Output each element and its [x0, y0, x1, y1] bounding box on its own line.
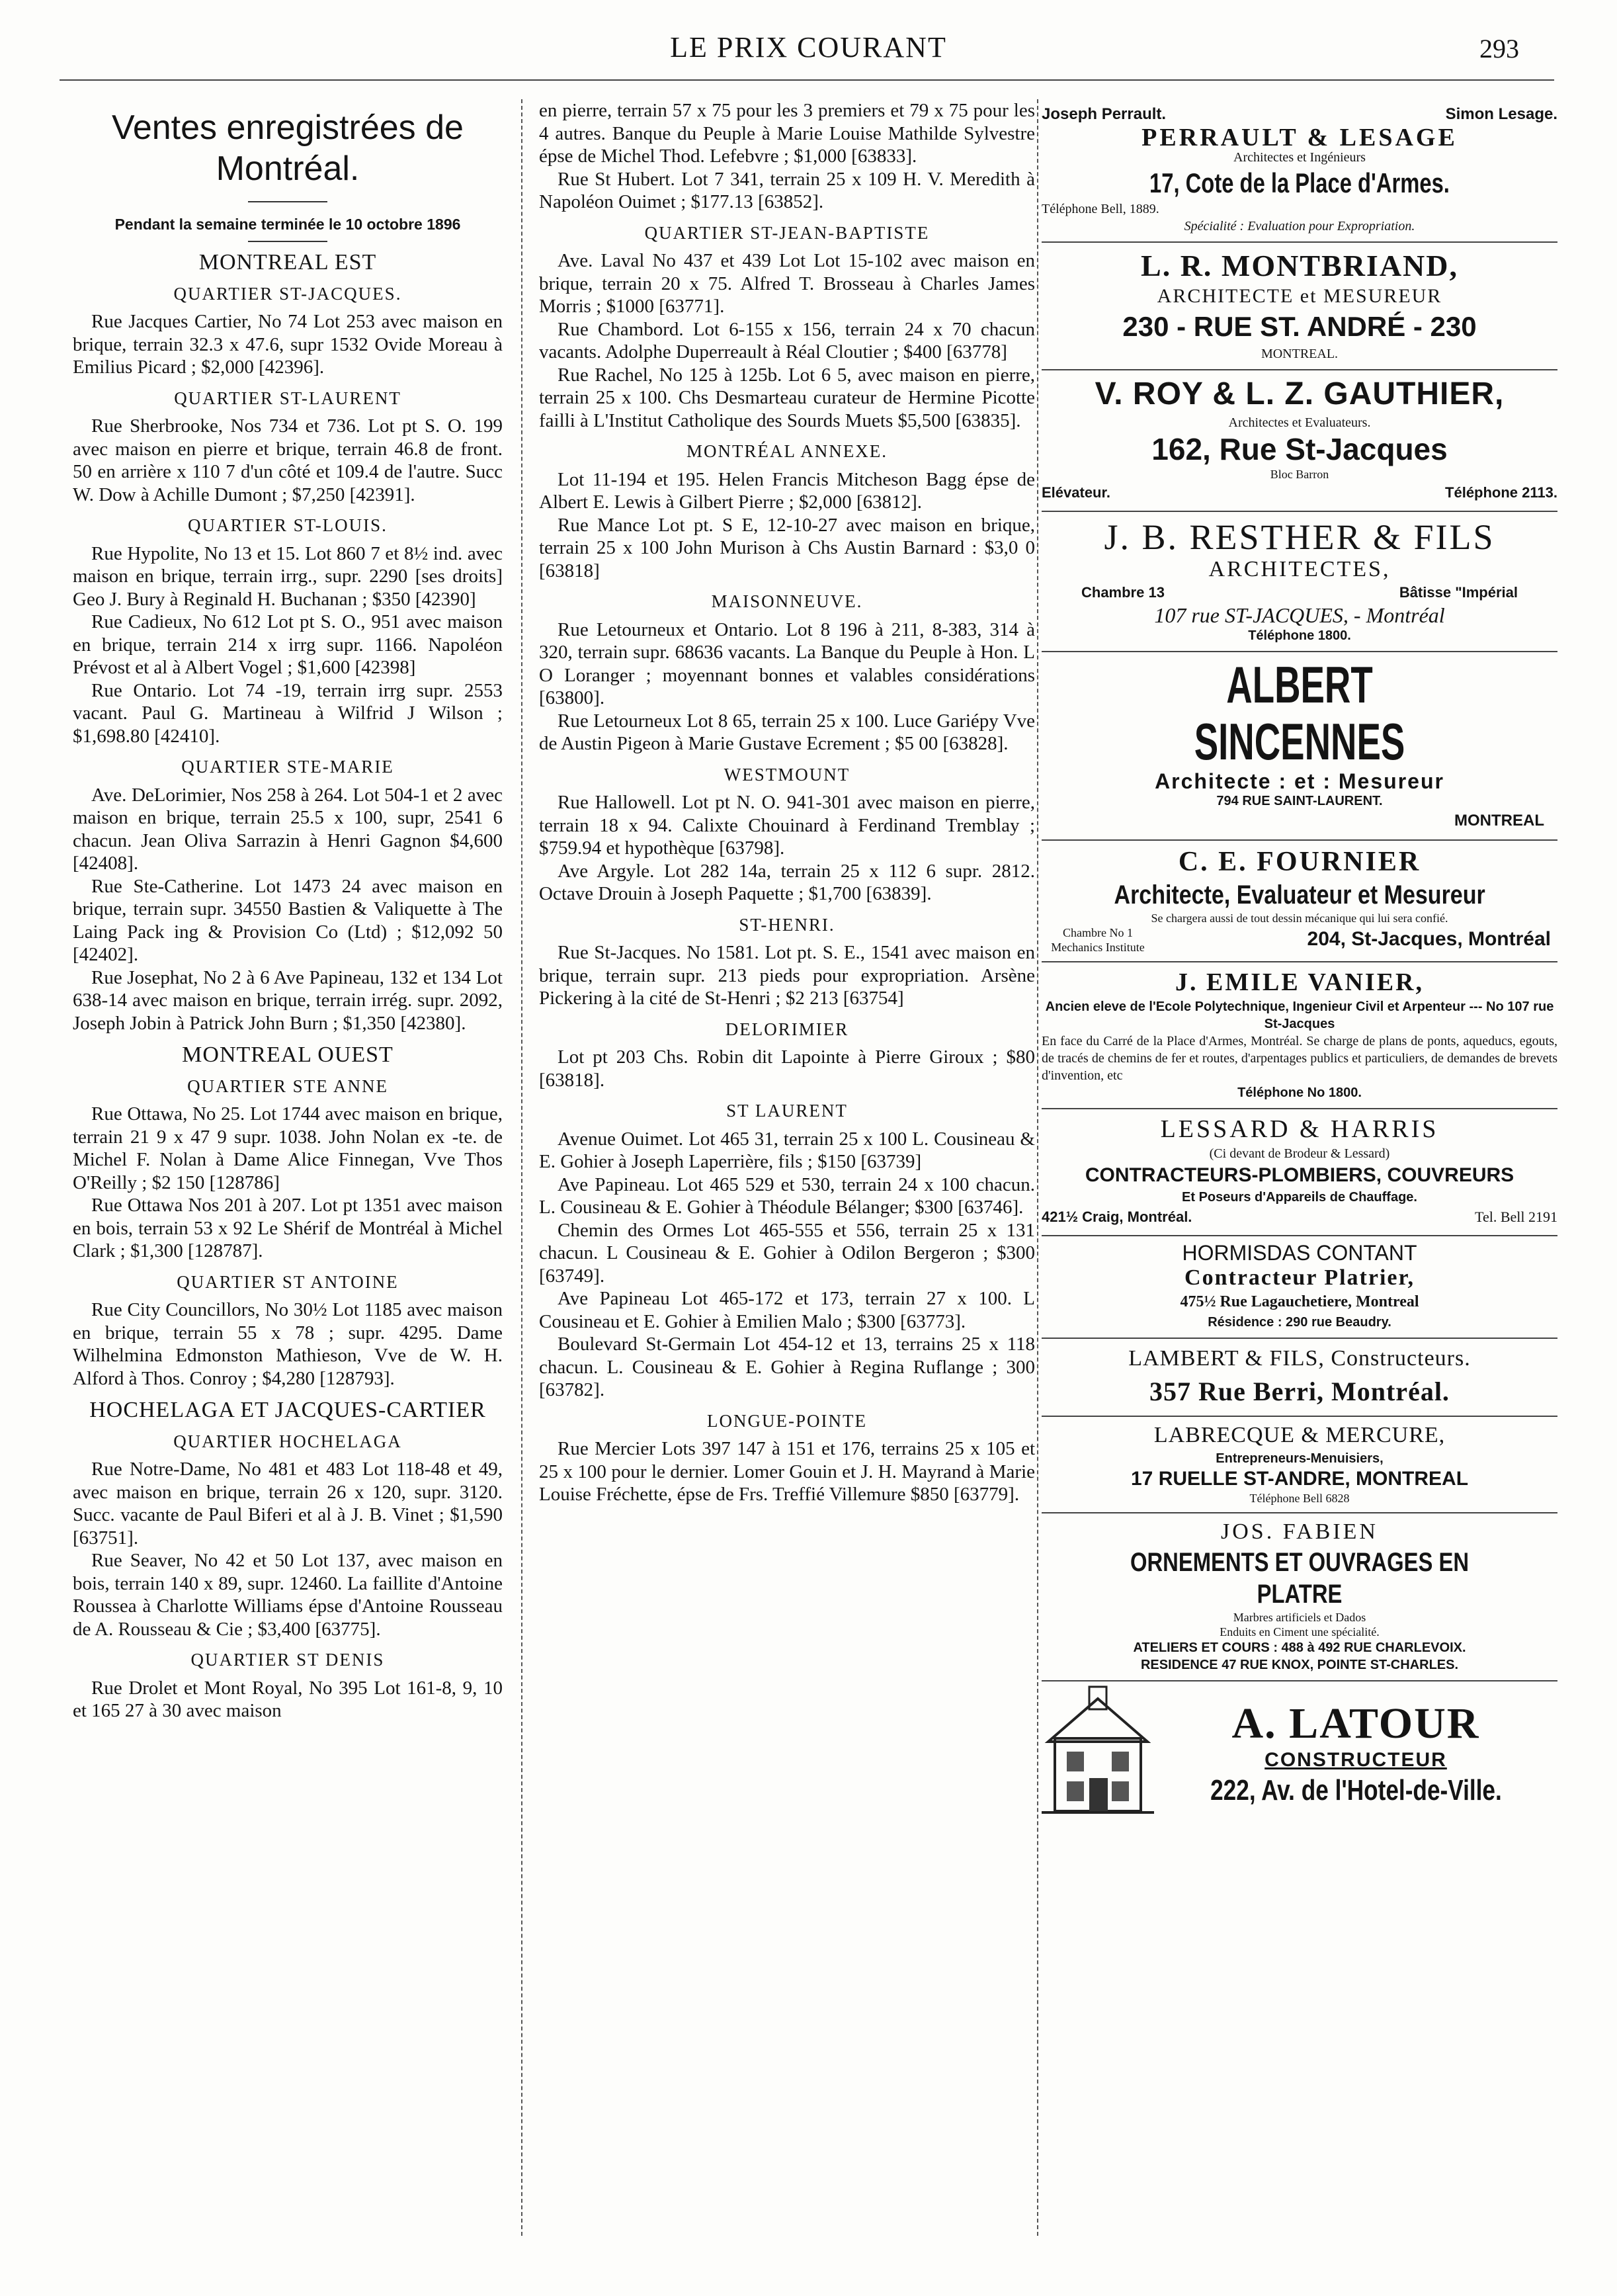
- sale-entry: Rue Drolet et Mont Royal, No 395 Lot 161-8, 9, 10 et 165 27 à 30 avec maison: [73, 1677, 503, 1721]
- ad-profession: Architecte, Evaluateur et Mesureur: [1114, 880, 1485, 910]
- ad-address: 794 RUE SAINT-LAURENT.: [1216, 794, 1383, 808]
- ad-latour: [1042, 1681, 1557, 1830]
- ad-profession: Architecte : et : Mesureur: [1155, 769, 1444, 793]
- ad-elevator: Elévateur.: [1042, 484, 1110, 501]
- ad-profession: ARCHITECTE et MESUREUR: [1157, 285, 1442, 307]
- ward-heading: QUARTIER ST-JEAN-BAPTISTE: [644, 222, 930, 243]
- district-heading: MONTREAL EST: [198, 250, 377, 275]
- ad-city: MONTREAL.: [1261, 346, 1339, 361]
- ad-specialty: Spécialité : Evaluation pour Expropriation.: [1184, 219, 1415, 234]
- ad-roy-gauthier: [1042, 370, 1557, 513]
- sale-entry: Boulevard St-Germain Lot 454-12 et 13, terrains 25 x 118 chacun. L. Cousineau & E. Gohier à Regina Ruflange ; 300 [63782].: [539, 1334, 1035, 1400]
- sale-entry: Ave. Laval No 437 et 439 Lot Lot 15-102 avec maison en brique, terrain 20 x 75. Alfred T. Brosseau à Charles James Morris ; $1000 [63771].: [539, 250, 1035, 317]
- sale-entry: Rue Ontario. Lot 74 -19, terrain irrg supr. 2553 vacant. Paul G. Martineau à Wilfrid J Wilson ; $1,698.80 [42410].: [73, 679, 503, 747]
- sale-entry: Rue Jacques Cartier, No 74 Lot 253 avec maison en brique, terrain 32.3 x 47.6, supr 1532 Ovide Moreau à Emilius Picard ; $2,000 [42396].: [73, 311, 503, 378]
- ward-heading: QUARTIER ST-LOUIS.: [188, 515, 388, 535]
- ad-address: 222, Av. de l'Hotel-de-Ville.: [1210, 1774, 1502, 1807]
- ad-note: Se chargera aussi de tout dessin mécanique qui lui sera confié.: [1151, 911, 1448, 925]
- sale-entry: Rue Mance Lot pt. S E, 12-10-27 avec maison en brique, terrain 25 x 100 John Murison à Chs Austin Barnard : $3,0 0 [63818]: [539, 514, 1035, 581]
- ad-perrault-lesage: [1042, 99, 1557, 243]
- ward-heading: QUARTIER HOCHELAGA: [173, 1431, 402, 1451]
- ad-firm-name: LABRECQUE & MERCURE,: [1153, 1422, 1446, 1447]
- ad-phone: Téléphone 1800.: [1248, 628, 1351, 643]
- district-heading: MAISONNEUVE.: [711, 591, 863, 611]
- ad-profession: Architectes et Evaluateurs.: [1228, 415, 1371, 430]
- sale-entry: Ave. DeLorimier, Nos 258 à 264. Lot 504-1 et 2 avec maison en brique, terrain 25.5 x 100, supr, 2541 6 chacun. Jean Oliva Sarrazin à Henri Gagnon $4,600 [42408].: [73, 784, 503, 874]
- ad-partner-name: Simon Lesage.: [1445, 105, 1557, 123]
- sale-entry: Lot 11-194 et 195. Helen Francis Mitcheson Bagg épse de Albert E. Lewis à Gilbert Pierre ; $2,000 [63812].: [539, 468, 1035, 513]
- ad-room: Chambre 13: [1081, 583, 1165, 601]
- ad-vanier: [1042, 962, 1557, 1109]
- sale-entry: Rue Notre-Dame, No 481 et 483 Lot 118-48 et 49, avec maison en brique, terrain 26 x 120, supr. 3120. Succ. vacante de Paul Biferi et al à J. B. Vinet ; $1,590 [63751].: [73, 1459, 503, 1549]
- district-heading: DELORIMIER: [725, 1019, 849, 1039]
- ward-heading: QUARTIER ST ANTOINE: [177, 1271, 399, 1292]
- ad-montbriand: [1042, 243, 1557, 370]
- ad-partner-name: Joseph Perrault.: [1042, 105, 1167, 123]
- ad-trade: ORNEMENTS ET OUVRAGES EN PLATRE: [1130, 1547, 1470, 1609]
- ad-services: En face du Carré de la Place d'Armes, Montréal. Se charge de plans de ponts, aqueducs, egouts, de tracés de chemins de fer et routes, d'arpentages publics et particuliers, de demandes de brevets d'invention, etc: [1042, 1033, 1557, 1083]
- ad-firm-name: A. LATOUR: [1231, 1699, 1480, 1748]
- district-heading: ST-HENRI.: [739, 914, 835, 935]
- ad-lessard-harris: [1042, 1109, 1557, 1237]
- ad-phone: Téléphone No 1800.: [1237, 1085, 1362, 1100]
- ad-trade: Contracteur Platrier,: [1184, 1265, 1415, 1290]
- ad-block: Bloc Barron: [1270, 467, 1329, 481]
- column-middle: [539, 99, 1035, 1506]
- house-illustration-icon: [1042, 1685, 1154, 1824]
- ad-firm-name: LAMBERT & FILS, Constructeurs.: [1128, 1345, 1471, 1371]
- ad-firm-name: V. ROY & L. Z. GAUTHIER,: [1095, 376, 1505, 411]
- column-divider: [1037, 99, 1038, 2236]
- sale-entry: Rue Letourneux Lot 8 65, terrain 25 x 100. Luce Gariépy Vve de Austin Pigeon à Marie Gustave Ecrement ; $5 00 [63828].: [539, 710, 1035, 754]
- ad-building: Bâtisse "Impérial: [1399, 583, 1518, 601]
- sale-entry: Rue Josephat, No 2 à 6 Ave Papineau, 132 et 134 Lot 638-14 avec maison en brique, terrain irrég. supr. 2092, Joseph Jobin à Patrick John Burn ; $1,350 [42380].: [73, 966, 503, 1034]
- sale-entry: Rue St-Jacques. No 1581. Lot pt. S. E., 1541 avec maison en brique, terrain supr. 213 pieds pour expropriation. Arsène Pickering à la cité de St-Henri ; $2 213 [63754]: [539, 942, 1035, 1009]
- ad-address: 162, Rue St-Jacques: [1151, 431, 1448, 466]
- district-heading: WESTMOUNT: [724, 764, 850, 785]
- ad-firm-name: L. R. MONTBRIAND,: [1141, 249, 1458, 282]
- ad-fabien: [1042, 1513, 1557, 1681]
- sale-entry: Chemin des Ormes Lot 465-555 et 556, terrain 25 x 131 chacun. L Cousineau & E. Gohier à Odilon Bergeron ; $300 [63749].: [539, 1219, 1035, 1287]
- ad-firm-name: HORMISDAS CONTANT: [1182, 1241, 1417, 1265]
- ad-trade: Entrepreneurs-Menuisiers,: [1216, 1451, 1384, 1466]
- ad-city: MONTREAL: [1454, 812, 1544, 829]
- column-divider: [521, 99, 522, 2236]
- ad-address: 17, Cote de la Place d'Armes.: [1149, 167, 1450, 198]
- ad-firm-name: ALBERT SINCENNES: [1194, 655, 1405, 771]
- sale-entry: Rue Mercier Lots 397 147 à 151 et 176, terrains 25 x 105 et 25 x 100 pour le dernier. Lomer Gouin et J. H. Mayrand à Marie Louise Fréchette, épse de Frs. Treffié Villemure $850 [63779].: [539, 1438, 1035, 1505]
- ad-phone: Téléphone Bell 6828: [1249, 1491, 1350, 1505]
- sale-entry: en pierre, terrain 57 x 75 pour les 3 premiers et 79 x 75 pour les 4 autres. Banque du Peuple à Marie Louise Mathilde Sylvestre épse de Michel Thod. Lefebvre ; $1,000 [63833].: [539, 100, 1035, 167]
- week-caption: Pendant la semaine terminée le 10 octobre 1896: [114, 216, 461, 233]
- ad-trade: CONTRACTEURS-PLOMBIERS, COUVREURS: [1085, 1164, 1514, 1186]
- ad-address: 204, St-Jacques, Montréal: [1307, 928, 1551, 951]
- sale-entry: Rue City Councillors, No 30½ Lot 1185 avec maison en brique, terrain 55 x 78 ; supr. 4295. Dame Wilhelmina Edmonston Mathieson, Vve de W. H. Alford à Thos. Conroy ; $4,280 [128793].: [73, 1299, 503, 1389]
- ad-address: 107 rue ST-JACQUES, - Montréal: [1154, 603, 1445, 627]
- ad-firm-name: PERRAULT & LESAGE: [1141, 123, 1458, 151]
- ad-former-name: (Ci devant de Brodeur & Lessard): [1209, 1146, 1390, 1161]
- ad-workshops: ATELIERS ET COURS : 488 à 492 RUE CHARLEVOIX.: [1133, 1640, 1466, 1655]
- sale-entry: Rue Rachel, No 125 à 125b. Lot 6 5, avec maison en pierre, terrain 25 x 100. Chs Desmarteau curateur de Hermine Picotte failli à L'Institut Catholique des Sourds Muets $5,500 [63835].: [539, 364, 1035, 431]
- ad-contant: [1042, 1236, 1557, 1339]
- ad-address: 421½ Craig, Montréal.: [1042, 1208, 1192, 1225]
- sale-entry: Ave Papineau. Lot 465 529 et 530, terrain 24 x 100 chacun. L. Cousineau & E. Gohier à Théodule Bélanger; $300 [63746].: [539, 1173, 1035, 1218]
- ad-address: 475½ Rue Lagauchetiere, Montreal: [1180, 1293, 1419, 1310]
- sale-entry: Rue Hypolite, No 13 et 15. Lot 860 7 et 8½ ind. avec maison en brique, terrain irrg., supr. 2290 [ses droits] Geo J. Bury à Reginald H. Buchanan ; $350 [42390]: [73, 542, 503, 610]
- ward-heading: QUARTIER ST DENIS: [190, 1650, 385, 1670]
- column-left: [73, 99, 503, 1722]
- ad-line: Enduits en Ciment une spécialité.: [1220, 1625, 1380, 1638]
- sale-entry: Rue Ottawa, No 25. Lot 1744 avec maison en brique, terrain 21 9 x 47 9 supr. 1038. John Nolan ex -te. de Michel F. Nolan à Dame Alice Finnegan, Vve Thos O'Reilly ; $2 150 [128786]: [73, 1103, 503, 1193]
- ad-address: 230 - RUE ST. ANDRÉ - 230: [1122, 310, 1477, 342]
- ad-profession: Architectes et Ingénieurs: [1233, 150, 1366, 165]
- district-heading: MONTREAL OUEST: [182, 1042, 394, 1067]
- district-heading: LONGUE-POINTE: [707, 1410, 867, 1431]
- sale-entry: Rue St Hubert. Lot 7 341, terrain 25 x 109 H. V. Meredith à Napoléon Ouimet ; $177.13 [63852].: [539, 168, 1035, 212]
- sale-entry: Rue Hallowell. Lot pt N. O. 941-301 avec maison en pierre, terrain 18 x 94. Calixte Chouinard à Ferdinand Tremblay ; $759.94 et hypothèque [63798].: [539, 792, 1035, 859]
- ad-address: 17 RUELLE ST-ANDRE, MONTREAL: [1130, 1467, 1469, 1490]
- ad-fournier: [1042, 841, 1557, 962]
- sale-entry: Rue Letourneux et Ontario. Lot 8 196 à 211, 8-383, 314 à 320, terrain supr. 68636 vacants. La Banque du Peuple à Hon. L O Loranger ; moyennant bonnes et valables considérations [63800].: [539, 618, 1035, 708]
- advertisements-column: [1042, 99, 1557, 1830]
- ad-phone: Téléphone Bell, 1889.: [1042, 202, 1159, 216]
- ad-lambert: [1042, 1339, 1557, 1417]
- sale-entry: Rue Sherbrooke, Nos 734 et 736. Lot pt S. O. 199 avec maison en pierre et brique, terrain 46.8 de front. 50 en arrière x 110 7 d'un côté et 109.4 de l'autre. Succ W. Dow à Achille Dumont ; $7,250 [42391].: [73, 415, 503, 505]
- sale-entry: Ave Papineau Lot 465-172 et 173, terrain 27 x 100. L Cousineau et E. Gohier à Emilien Malo ; $300 [63773].: [539, 1288, 1035, 1332]
- ward-heading: QUARTIER STE-MARIE: [181, 757, 394, 777]
- ad-firm-name: JOS. FABIEN: [1221, 1519, 1378, 1544]
- sale-entry: Ave Argyle. Lot 282 14a, terrain 25 x 112 6 supr. 2812. Octave Drouin à Joseph Paquette ; $1,700 [63839].: [539, 860, 1035, 904]
- ad-phone: Tel. Bell 2191: [1475, 1208, 1557, 1225]
- divider: [248, 201, 327, 202]
- ad-credentials: Ancien eleve de l'Ecole Polytechnique, Ingenieur Civil et Arpenteur --- No 107 rue St-Jacques: [1045, 999, 1554, 1031]
- header-rule: [60, 79, 1554, 81]
- page-number: 293: [1479, 34, 1519, 64]
- page-header: [0, 30, 1617, 77]
- ad-residence: Résidence : 290 rue Beaudry.: [1208, 1314, 1391, 1330]
- ward-heading: QUARTIER ST-LAURENT: [174, 388, 401, 408]
- ad-address: 357 Rue Berri, Montréal.: [1149, 1376, 1450, 1406]
- ad-firm-name: C. E. FOURNIER: [1178, 846, 1421, 877]
- ad-firm-name: J. EMILE VANIER,: [1175, 968, 1424, 996]
- journal-title: LE PRIX COURANT: [670, 31, 947, 64]
- sale-entry: Avenue Ouimet. Lot 465 31, terrain 25 x 100 L. Cousineau & E. Gohier à Joseph Laperrière, fils ; $150 [63739]: [539, 1128, 1035, 1172]
- ad-phone: Téléphone 2113.: [1445, 484, 1557, 501]
- sale-entry: Rue Seaver, No 42 et 50 Lot 137, avec maison en bois, terrain 140 x 89, supr. 12460. La faillite d'Antoine Roussea à Charlotte Williams épse d'Antoine Rousseau de A. Rousseau & Cie ; $3,400 [63775].: [73, 1550, 503, 1640]
- ward-heading: QUARTIER STE ANNE: [187, 1076, 388, 1096]
- ad-firm-name: J. B. RESTHER & FILS: [1104, 517, 1495, 557]
- ad-sincennes: [1042, 652, 1557, 841]
- sale-entry: Rue Ste-Catherine. Lot 1473 24 avec maison en brique, terrain supr. 34550 Bastien & Valiquette à The Laing Pack ing & Provision Co (Ltd) ; $12,092 50 [42402].: [73, 875, 503, 965]
- district-heading: ST LAURENT: [726, 1101, 848, 1121]
- ad-resther: [1042, 512, 1557, 652]
- sale-entry: Rue Chambord. Lot 6-155 x 156, terrain 24 x 70 chacun vacants. Adolphe Duperreault à Réal Cloutier ; $400 [63778]: [539, 318, 1035, 362]
- district-heading: HOCHELAGA ET JACQUES-CARTIER: [89, 1398, 486, 1422]
- section-title: Ventes enregistrées de Montréal.: [112, 108, 464, 188]
- sale-entry: Lot pt 203 Chs. Robin dit Lapointe à Pierre Giroux ; $80 [63818].: [539, 1046, 1035, 1091]
- ad-trade: CONSTRUCTEUR: [1265, 1748, 1447, 1771]
- district-heading: MONTRÉAL ANNEXE.: [686, 441, 888, 461]
- sale-entry: Rue Ottawa Nos 201 à 207. Lot pt 1351 avec maison en bois, terrain 53 x 92 Le Shérif de Montréal à Michel Clark ; $1,300 [128787].: [73, 1195, 503, 1261]
- ad-profession: ARCHITECTES,: [1208, 557, 1391, 581]
- ad-trade-detail: Et Poseurs d'Appareils de Chauffage.: [1182, 1189, 1417, 1205]
- divider: [248, 241, 327, 242]
- ad-residence: RESIDENCE 47 RUE KNOX, POINTE ST-CHARLES.: [1140, 1657, 1459, 1672]
- sale-entry: Rue Cadieux, No 612 Lot pt S. O., 951 avec maison en brique, terrain 214 x irrg supr. 1166. Napoléon Prévost et al à Albert Vogel ; $1,600 [42398]: [73, 611, 503, 678]
- ward-heading: QUARTIER ST-JACQUES.: [173, 283, 402, 304]
- ad-room: Chambre No 1 Mechanics Institute: [1051, 925, 1145, 954]
- ad-line: Marbres artificiels et Dados: [1233, 1610, 1366, 1624]
- ad-firm-name: LESSARD & HARRIS: [1160, 1115, 1439, 1143]
- ad-labrecque: [1042, 1417, 1557, 1513]
